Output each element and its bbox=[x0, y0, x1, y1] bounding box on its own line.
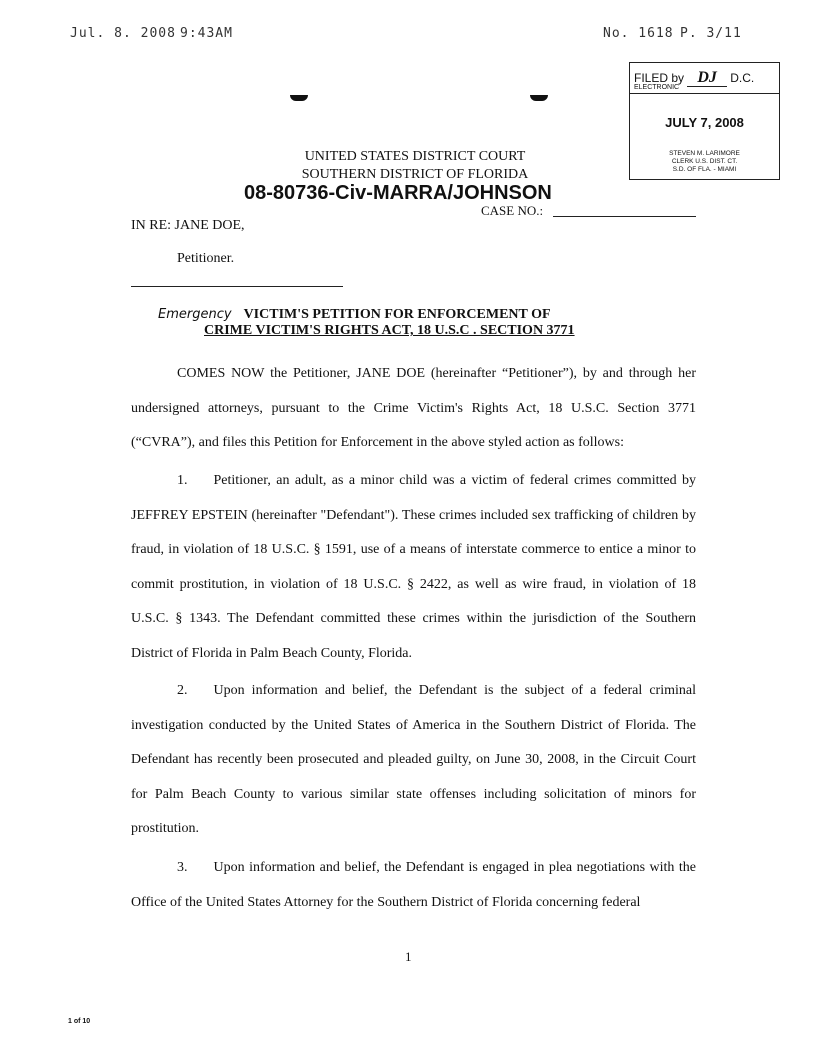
paragraph-number: 1. bbox=[177, 473, 188, 488]
stamp-filed-label: FILED by bbox=[634, 71, 685, 85]
fax-time: 9:43AM bbox=[180, 26, 233, 41]
stamp-dc: D.C. bbox=[730, 71, 755, 85]
stamp-divider bbox=[630, 93, 779, 94]
case-label: CASE NO.: bbox=[481, 203, 544, 218]
punch-mark bbox=[290, 95, 308, 101]
fax-number: No. 1618 bbox=[603, 26, 674, 41]
case-number-line bbox=[553, 216, 696, 217]
title-line2: CRIME VICTIM'S RIGHTS ACT, 18 U.S.C . SECTION 3771 bbox=[204, 323, 575, 338]
page-footer: 1 of 10 bbox=[68, 1018, 91, 1025]
stamp-clerk-line: STEVEN M. LARIMORE bbox=[669, 150, 740, 157]
punch-mark bbox=[530, 95, 548, 101]
in-re-caption: IN RE: JANE DOE, bbox=[131, 218, 245, 233]
stamp-date: JULY 7, 2008 bbox=[665, 115, 744, 130]
case-number: 08-80736-Civ-MARRA/JOHNSON bbox=[244, 182, 552, 204]
petitioner-role: Petitioner. bbox=[177, 251, 235, 266]
stamp-clerk bbox=[630, 150, 779, 174]
paragraph-text: Petitioner, an adult, as a minor child was a victim of federal crimes committed by JEFFREY EPSTEIN (hereinafter "Defendant"). These crimes included sex trafficking of children by fraud, in violation of 18 U.S.C. § 1591, use of a means of interstate commerce to entice a minor to commit prostitution, in violation of 18 U.S.C. § 2422, as well as wire fraud, in violation of 18 U.S.C. § 1343. The Defendant committed these crimes within the jurisdiction of the Southern District of Florida in Palm Beach County, Florida. bbox=[131, 473, 696, 661]
title-line1: VICTIM'S PETITION FOR ENFORCEMENT OF bbox=[243, 307, 551, 322]
stamp-initials: DJ bbox=[687, 69, 727, 87]
fax-page: P. 3/11 bbox=[680, 26, 742, 41]
stamp-clerk-line: CLERK U.S. DIST. CT. bbox=[671, 158, 738, 165]
paragraph-text: Upon information and belief, the Defendant is the subject of a federal criminal investigation conducted by the United States of America in the Southern District of Florida. The Defendant has recently been prosecuted and pleaded guilty, on June 30, 2008, in the Circuit Court for Palm Beach County to various similar state offenses including solicitation of minors for prostitution. bbox=[131, 683, 696, 836]
page-number: 1 bbox=[405, 949, 412, 964]
stamp-clerk-line: S.D. OF FLA. - MIAMI bbox=[672, 166, 737, 173]
court-name: UNITED STATES DISTRICT COURT bbox=[304, 149, 526, 164]
paragraph-3 bbox=[131, 851, 696, 920]
fax-date: Jul. 8. 2008 bbox=[70, 26, 176, 41]
filed-stamp bbox=[629, 62, 780, 180]
paragraph-1 bbox=[131, 464, 696, 671]
paragraph-number: 2. bbox=[177, 683, 188, 698]
intro-paragraph: COMES NOW the Petitioner, JANE DOE (hereinafter “Petitioner”), by and through her undersigned attorneys, pursuant to the Crime Victim's Rights Act, 18 U.S.C. Section 3771 (“CVRA”), and files this Petition for Enforcement in the above styled action as follows: bbox=[131, 366, 696, 450]
paragraph-2 bbox=[131, 674, 696, 847]
stamp-electronic: ELECTRONIC bbox=[634, 84, 680, 91]
paragraph-text: Upon information and belief, the Defendant is engaged in plea negotiations with the Office of the United States Attorney for the Southern District of Florida concerning federal bbox=[131, 860, 696, 910]
petition-title bbox=[158, 305, 551, 323]
paragraph-number: 3. bbox=[177, 860, 188, 875]
court-district: SOUTHERN DISTRICT OF FLORIDA bbox=[301, 167, 529, 182]
caption-rule bbox=[131, 286, 343, 287]
handwritten-emergency: Emergency bbox=[158, 307, 232, 322]
